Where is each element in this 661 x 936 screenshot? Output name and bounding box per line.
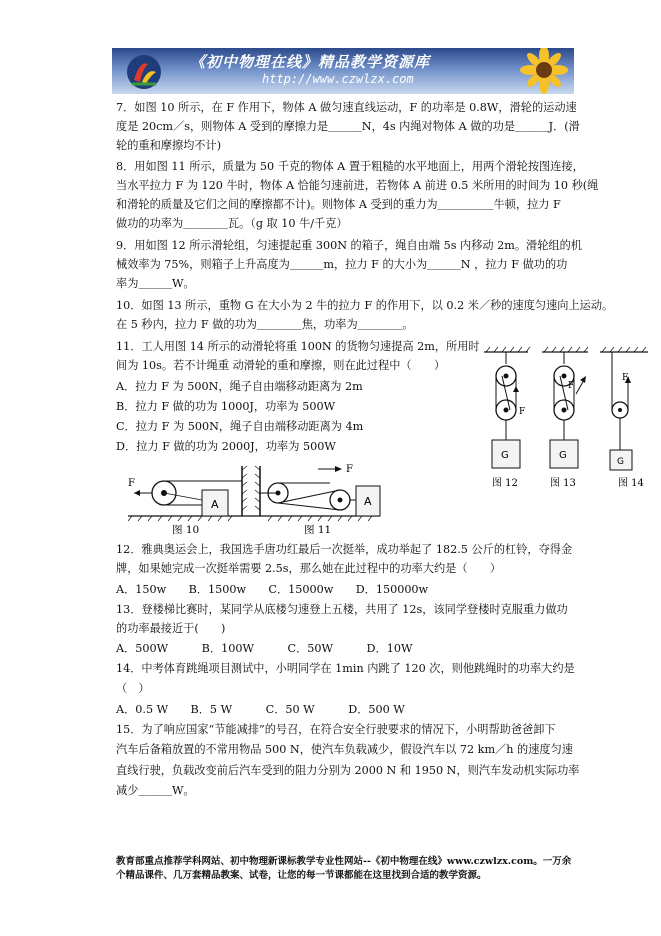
fig10-block-label: A — [211, 498, 219, 511]
text-line: （ ） — [116, 682, 150, 695]
text-line: 7．如图 10 所示，在 F 作用下，物体 A 做匀速直线运动，F 的功率是 0.8W，滑轮的运动速 — [116, 101, 577, 114]
text-line: 直线行驶，负载改变前后汽车受到的阻力分别为 2000 N 和 1950 N，则汽车发动机实际功率 — [116, 764, 580, 777]
footer-line: 教育部重点推荐学科网站、初中物理新课标教学专业性网站--《初中物理在线》www.czwlzx.com。一万余 — [116, 856, 572, 867]
text-line: 和滑轮的质量及它们之间的摩擦都不计)。则物体 A 受到的重力为＿＿＿＿＿牛顿，拉力 F — [116, 198, 561, 211]
text-line: 8．用如图 11 所示，质量为 50 千克的物体 A 置于粗糙的水平地面上，用两个滑轮按图连接， — [116, 160, 584, 173]
text-line: 牌，如果她完成一次挺举需要 2.5s，那么她在此过程中的功率大约是（ ） — [116, 562, 502, 575]
footer-line: 个精品课件、几万套精品教案、试卷，让您的每一节课都能在这里找到合适的教学资源。 — [116, 870, 487, 881]
text-line: A．拉力 F 为 500N，绳子自由端移动距离为 2m — [116, 380, 363, 393]
fig12-force-label: F — [519, 407, 526, 417]
site-logo-icon — [126, 54, 162, 90]
sunflower-icon — [514, 48, 570, 94]
text-line: 度是 20cm／s，则物体 A 受到的摩擦力是＿＿＿N，4s 内绳对物体 A 做的功是＿＿＿J．(滑 — [116, 120, 580, 133]
fig10-force-label: F — [128, 478, 135, 489]
figure-10-11 — [118, 462, 390, 540]
text-line: 14．中考体育跳绳项目测试中，小明同学在 1min 内跳了 120 次，则他跳绳时的功率大约是 — [116, 662, 575, 675]
text-line: 12．雅典奥运会上，我国选手唐功红最后一次挺举，成功举起了 182.5 公斤的杠铃，夺得金 — [116, 543, 573, 556]
text-line: 的功率最接近于( ) — [116, 622, 226, 635]
fig11-caption: 图 11 — [304, 524, 332, 536]
fig12-weight-label: G — [501, 450, 509, 461]
text-line: 间为 10s。若不计绳重 动滑轮的重和摩擦，则在此过程中（ ） — [116, 359, 446, 372]
fig11-block-label: A — [364, 495, 372, 508]
fig10-caption: 图 10 — [172, 524, 200, 536]
fig14-weight-label: G — [617, 457, 624, 467]
text-line: 10．如图 13 所示，重物 G 在大小为 2 牛的拉力 F 的作用下，以 0.2 米／秒的速度匀速向上运动。 — [116, 299, 614, 312]
text-line: 做功的功率为＿＿＿＿瓦。（g 取 10 牛/千克） — [116, 217, 348, 230]
fig14-caption: 图 14 — [618, 478, 644, 489]
text-line: 在 5 秒内，拉力 F 做的功为＿＿＿＿焦，功率为＿＿＿＿。 — [116, 318, 414, 331]
banner-title: 《初中物理在线》精品教学资源库 — [190, 53, 431, 71]
text-line: 轮的重和摩擦均不计) — [116, 139, 222, 152]
text-line: 当水平拉力 F 为 120 牛时，物体 A 恰能匀速前进，若物体 A 前进 0.5 米所用的时间为 10 秒(绳 — [116, 179, 599, 192]
text-line: 9．用如图 12 所示滑轮组，匀速提起重 300N 的箱子，绳自由端 5s 内移动 2m。滑轮组的机 — [116, 239, 582, 252]
fig14-force-label: F — [622, 373, 629, 383]
text-line: B．拉力 F 做的功为 1000J，功率为 500W — [116, 400, 336, 413]
text-line: A．0.5 W B．5 W C．50 W D．500 W — [116, 703, 405, 716]
header-banner — [112, 48, 574, 94]
fig11-force-label: F — [346, 464, 353, 475]
text-line: 13．登楼梯比赛时，某同学从底楼匀速登上五楼，共用了 12s，该同学登楼时克服重力做功 — [116, 603, 568, 616]
text-line: D．拉力 F 做的功为 2000J，功率为 500W — [116, 440, 336, 453]
fig13-caption: 图 13 — [550, 478, 576, 489]
text-line: A．150w B．1500w C．15000w D．150000w — [116, 583, 429, 596]
fig12-caption: 图 12 — [492, 478, 518, 489]
text-line: 减少＿＿＿W。 — [116, 784, 195, 797]
banner-url[interactable]: http://www.czwlzx.com — [262, 72, 414, 86]
text-line: 11．工人用图 14 所示的动滑轮将重 100N 的货物匀速提高 2m，所用时 — [116, 340, 480, 353]
text-line: 率为＿＿＿W。 — [116, 277, 195, 290]
fig13-force-label: F — [568, 381, 575, 391]
figure-12-13-14 — [476, 342, 656, 494]
text-line: 械效率为 75%，则箱子上升高度为＿＿＿m，拉力 F 的大小为＿＿＿N ，拉力 F 做功的功 — [116, 258, 568, 271]
text-line: 汽车后备箱放置的不常用物品 500 N，使汽车负载减少，假设汽车以 72 km／h 的速度匀速 — [116, 743, 573, 756]
text-line: 15．为了响应国家“节能减排”的号召，在符合安全行驶要求的情况下，小明帮助爸爸卸下 — [116, 723, 556, 736]
text-line: C．拉力 F 为 500N，绳子自由端移动距离为 4m — [116, 420, 364, 433]
text-line: A．500W B．100W C．50W D．10W — [116, 642, 413, 655]
fig13-weight-label: G — [559, 450, 567, 461]
